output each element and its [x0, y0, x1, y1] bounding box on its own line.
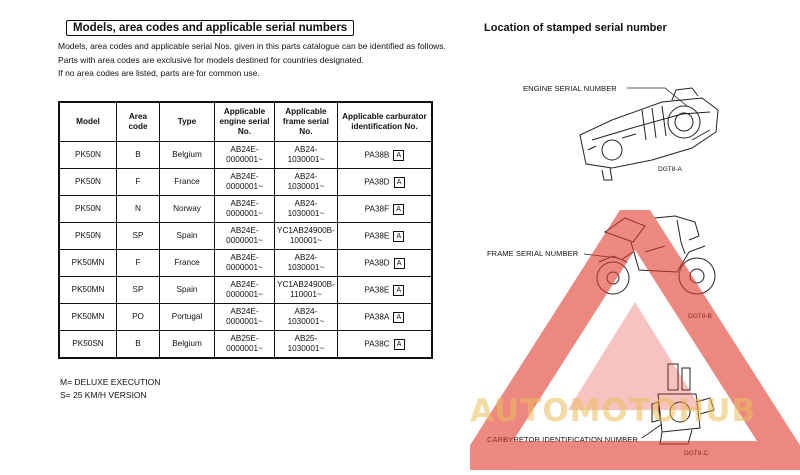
carburator-id-text: PA38B — [364, 150, 390, 160]
cell-frame-serial: AB24- 1030001~ — [275, 250, 338, 277]
engine-leader-line — [625, 84, 695, 114]
table-row — [59, 223, 432, 250]
cell-engine-serial: AB25E- 0000001~ — [215, 331, 275, 359]
notes — [60, 376, 160, 402]
frame-leader-line — [582, 246, 622, 262]
cell-frame-serial: AB24- 1030001~ — [275, 142, 338, 169]
cell-carburator-id — [337, 169, 432, 196]
scooter-illustration — [585, 212, 725, 312]
carburator-mark-box: A — [393, 150, 404, 161]
engine-figure-code: DGT8-A — [658, 166, 682, 173]
cell-type: Spain — [160, 277, 215, 304]
cell-frame-serial: YC1AB24900B- 100001~ — [275, 223, 338, 250]
cell-carburator-id — [337, 142, 432, 169]
header-type: Type — [160, 102, 215, 142]
header-model: Model — [59, 102, 117, 142]
cell-area-code: SP — [117, 277, 160, 304]
cell-type: Norway — [160, 196, 215, 223]
carburator-mark-box: A — [393, 204, 404, 215]
header-carburator-id: Applicable carburator identification No. — [337, 102, 432, 142]
table-row — [59, 304, 432, 331]
cell-area-code: SP — [117, 223, 160, 250]
table-row — [59, 196, 432, 223]
cell-area-code: B — [117, 142, 160, 169]
table-header-row — [59, 102, 432, 142]
engine-serial-label: ENGINE SERIAL NUMBER — [523, 84, 617, 93]
carburator-id-text: PA38E — [364, 231, 390, 241]
carburetor-figure-code: DGT8-C — [684, 450, 709, 457]
carburator-id-text: PA38C — [364, 339, 390, 349]
cell-engine-serial: AB24E- 0000001~ — [215, 169, 275, 196]
carburator-id-text: PA38E — [364, 285, 390, 295]
cell-model: PK50N — [59, 223, 117, 250]
cell-type: France — [160, 250, 215, 277]
cell-carburator-id — [337, 304, 432, 331]
table-row — [59, 169, 432, 196]
frame-serial-label: FRAME SERIAL NUMBER — [487, 249, 579, 258]
cell-carburator-id — [337, 223, 432, 250]
cell-type: France — [160, 169, 215, 196]
cell-carburator-id — [337, 196, 432, 223]
cell-model: PK50MN — [59, 277, 117, 304]
note-deluxe: M= DELUXE EXECUTION — [60, 377, 161, 387]
carburator-mark-box: A — [393, 312, 404, 323]
table-row — [59, 142, 432, 169]
carburator-id-text: PA38F — [364, 204, 390, 214]
cell-type: Portugal — [160, 304, 215, 331]
cell-frame-serial: AB24- 1030001~ — [275, 169, 338, 196]
cell-area-code: PO — [117, 304, 160, 331]
section-title: Models, area codes and applicable serial numbers — [66, 20, 354, 36]
intro-line-1: Models, area codes and applicable serial Nos. given in this parts catalogue can be identified as follows. — [58, 41, 446, 51]
location-title: Location of stamped serial number — [484, 22, 667, 34]
cell-area-code: F — [117, 250, 160, 277]
intro-line-2: Parts with area codes are exclusive for models destined for countries designated. — [58, 54, 364, 65]
carburator-id-text: PA38D — [364, 177, 390, 187]
carburator-mark-box: A — [393, 231, 404, 242]
cell-model: PK50N — [59, 169, 117, 196]
carburator-mark-box: A — [393, 285, 404, 296]
intro-text — [58, 40, 448, 81]
cell-engine-serial: AB24E- 0000001~ — [215, 142, 275, 169]
carburator-id-text: PA38A — [364, 312, 390, 322]
header-area-code: Area code — [117, 102, 160, 142]
cell-carburator-id — [337, 250, 432, 277]
model-code-table — [58, 101, 433, 359]
header-engine-serial: Applicable engine serial No. — [215, 102, 275, 142]
cell-model: PK50N — [59, 196, 117, 223]
cell-engine-serial: AB24E- 0000001~ — [215, 223, 275, 250]
cell-model: PK50N — [59, 142, 117, 169]
frame-figure-code: DGT8-B — [688, 313, 712, 320]
cell-frame-serial: AB25- 1030001~ — [275, 331, 338, 359]
cell-area-code: F — [117, 169, 160, 196]
table-body — [59, 142, 432, 359]
cell-engine-serial: AB24E- 0000001~ — [215, 277, 275, 304]
cell-area-code: B — [117, 331, 160, 359]
table-row — [59, 277, 432, 304]
cell-engine-serial: AB24E- 0000001~ — [215, 304, 275, 331]
table-row — [59, 331, 432, 359]
cell-type: Spain — [160, 223, 215, 250]
cell-frame-serial: YC1AB24900B- 110001~ — [275, 277, 338, 304]
cell-type: Belgium — [160, 142, 215, 169]
cell-area-code: N — [117, 196, 160, 223]
cell-frame-serial: AB24- 1030001~ — [275, 304, 338, 331]
cell-carburator-id — [337, 331, 432, 359]
carburator-mark-box: A — [394, 177, 405, 188]
carburator-mark-box: A — [394, 258, 405, 269]
cell-carburator-id — [337, 277, 432, 304]
intro-line-3: If no area codes are listed, parts are for common use. — [58, 68, 260, 78]
cell-engine-serial: AB24E- 0000001~ — [215, 250, 275, 277]
note-speed: S= 25 KM/H VERSION — [60, 390, 147, 400]
carburetor-id-label: CARBYRETOR IDENTIFICATION NUMBER — [487, 435, 638, 444]
cell-frame-serial: AB24- 1030001~ — [275, 196, 338, 223]
cell-model: PK50MN — [59, 250, 117, 277]
cell-type: Belgium — [160, 331, 215, 359]
carburator-id-text: PA38D — [364, 258, 390, 268]
table-row — [59, 250, 432, 277]
intro-block — [58, 18, 448, 81]
cell-model: PK50MN — [59, 304, 117, 331]
header-frame-serial: Applicable frame serial No. — [275, 102, 338, 142]
carburator-mark-box: A — [394, 339, 405, 350]
cell-engine-serial: AB24E- 0000001~ — [215, 196, 275, 223]
cell-model: PK50SN — [59, 331, 117, 359]
watermark-text: AUTOMOTOHUB — [470, 393, 757, 429]
